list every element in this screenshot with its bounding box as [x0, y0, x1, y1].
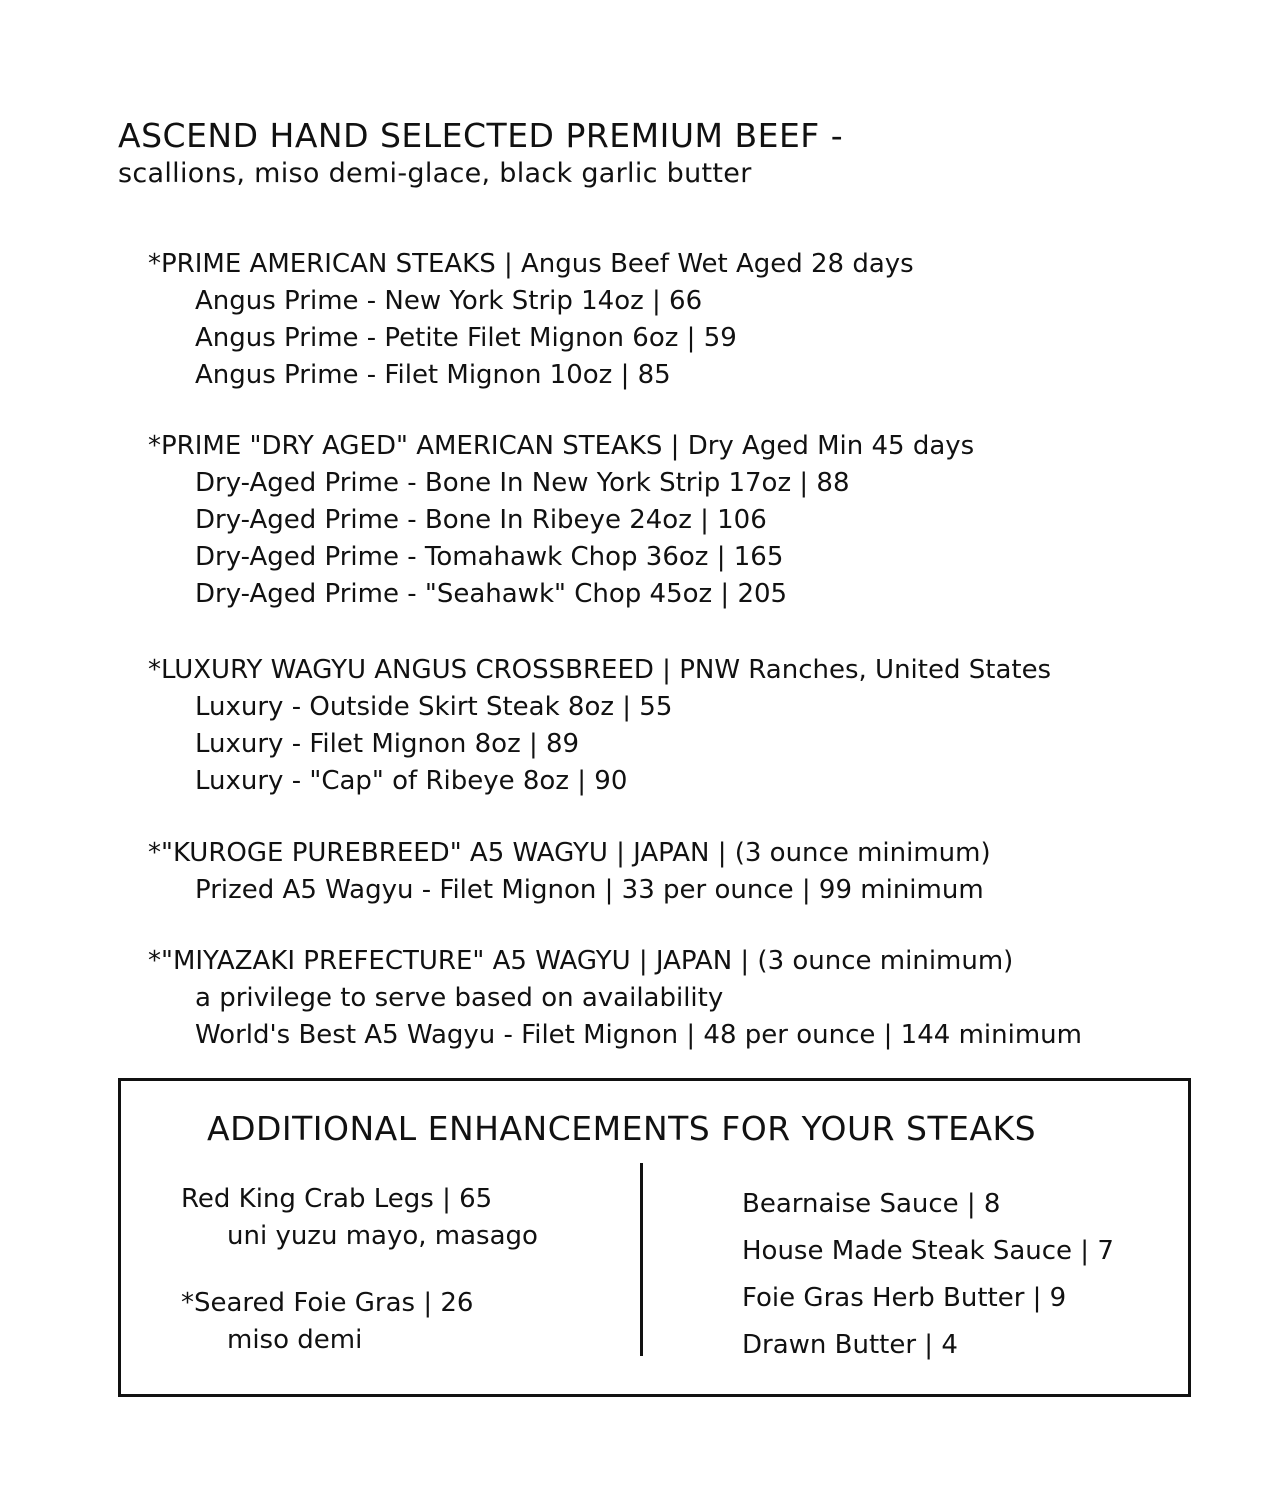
- column-divider: [640, 1163, 643, 1356]
- enhancement-sauce: House Made Steak Sauce | 7: [742, 1236, 1114, 1266]
- section-dry-aged-steaks: [148, 428, 1238, 613]
- menu-item: Luxury - Filet Mignon 8oz | 89: [195, 729, 580, 759]
- enhancement-desc: miso demi: [227, 1325, 363, 1355]
- enhancements-title: ADDITIONAL ENHANCEMENTS FOR YOUR STEAKS: [207, 1109, 1037, 1148]
- menu-item: Dry-Aged Prime - Bone In New York Strip 17oz | 88: [195, 468, 850, 498]
- menu-item: Dry-Aged Prime - Bone In Ribeye 24oz | 106: [195, 505, 767, 535]
- menu-item: Angus Prime - Filet Mignon 10oz | 85: [195, 360, 671, 390]
- section-prime-american-steaks: [148, 246, 1238, 394]
- menu-item: Prized A5 Wagyu - Filet Mignon | 33 per ounce | 99 minimum: [195, 875, 984, 905]
- enhancement-sauce: Drawn Butter | 4: [742, 1330, 958, 1360]
- section-luxury-wagyu-angus: [148, 652, 1238, 800]
- section-heading: *"KUROGE PUREBREED" A5 WAGYU | JAPAN | (3 ounce minimum): [148, 838, 991, 868]
- enhancements-left-column: [181, 1181, 538, 1389]
- enhancements-box: [118, 1078, 1191, 1397]
- page-subtitle: scallions, miso demi-glace, black garlic butter: [118, 158, 752, 189]
- menu-item-note: a privilege to serve based on availability: [195, 983, 724, 1013]
- section-heading: *"MIYAZAKI PREFECTURE" A5 WAGYU | JAPAN | (3 ounce minimum): [148, 946, 1014, 976]
- enhancements-right-column: [742, 1181, 1114, 1369]
- section-kuroge-a5-wagyu: [148, 835, 1238, 909]
- enhancement-desc: uni yuzu mayo, masago: [227, 1221, 538, 1251]
- menu-item: World's Best A5 Wagyu - Filet Mignon | 48 per ounce | 144 minimum: [195, 1020, 1082, 1050]
- enhancement-sauce: Foie Gras Herb Butter | 9: [742, 1283, 1067, 1313]
- menu-item: Luxury - "Cap" of Ribeye 8oz | 90: [195, 766, 628, 796]
- menu-item: Angus Prime - Petite Filet Mignon 6oz | 59: [195, 323, 737, 353]
- section-heading: *LUXURY WAGYU ANGUS CROSSBREED | PNW Ranches, United States: [148, 655, 1052, 685]
- menu-item: Angus Prime - New York Strip 14oz | 66: [195, 286, 703, 316]
- enhancement-name: Red King Crab Legs | 65: [181, 1184, 493, 1214]
- page-title: ASCEND HAND SELECTED PREMIUM BEEF -: [118, 116, 844, 155]
- enhancement-item: [181, 1181, 538, 1255]
- enhancement-name: *Seared Foie Gras | 26: [181, 1288, 474, 1318]
- menu-item: Dry-Aged Prime - "Seahawk" Chop 45oz | 205: [195, 579, 788, 609]
- enhancement-sauce: Bearnaise Sauce | 8: [742, 1189, 1001, 1219]
- menu-item: Luxury - Outside Skirt Steak 8oz | 55: [195, 692, 673, 722]
- section-miyazaki-a5-wagyu: [148, 943, 1238, 1054]
- enhancement-item: [181, 1285, 538, 1359]
- section-heading: *PRIME AMERICAN STEAKS | Angus Beef Wet Aged 28 days: [148, 249, 914, 279]
- section-heading: *PRIME "DRY AGED" AMERICAN STEAKS | Dry Aged Min 45 days: [148, 431, 975, 461]
- menu-item: Dry-Aged Prime - Tomahawk Chop 36oz | 165: [195, 542, 784, 572]
